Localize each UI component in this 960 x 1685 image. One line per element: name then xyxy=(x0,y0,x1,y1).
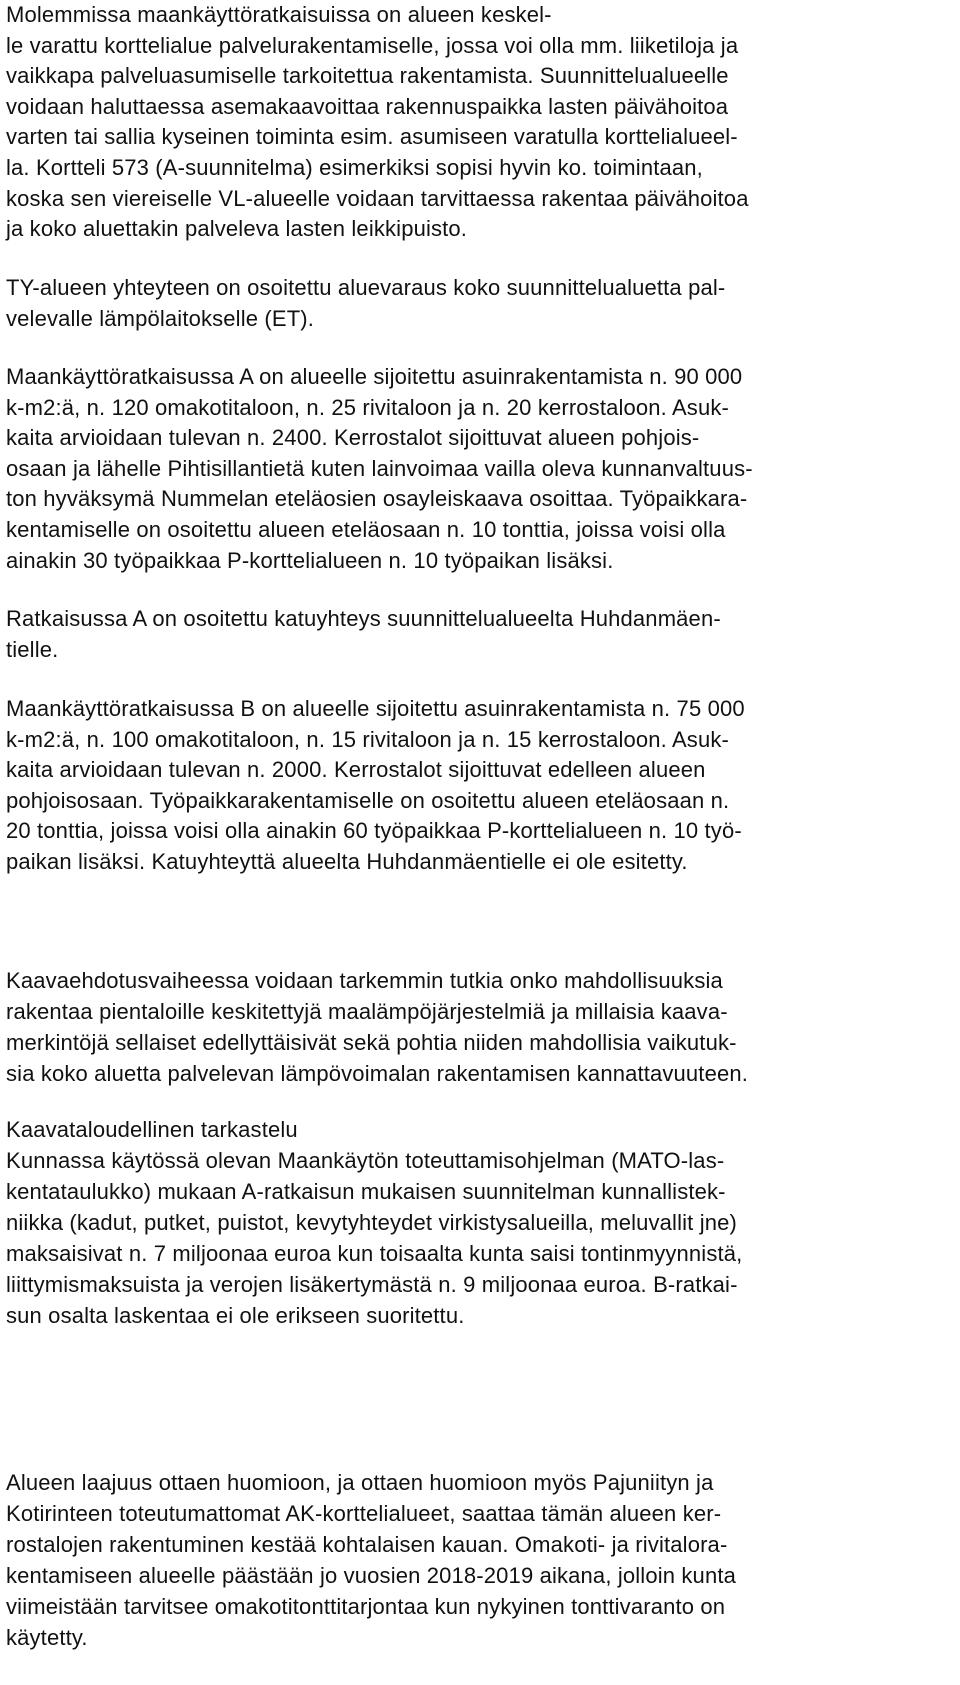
text-line: 20 tonttia, joissa voisi olla ainakin 60 työpaikkaa P-korttelialueen n. 10 työ- xyxy=(6,818,742,844)
text-line: kentamiseen alueelle päästään jo vuosien 2018-2019 aikana, jolloin kunta xyxy=(6,1563,736,1588)
paragraph-ratkaisu-a xyxy=(6,362,956,576)
text-line: osaan ja lähelle Pihtisillantietä kuten lainvoimaa vailla oleva kunnanvaltuus- xyxy=(6,455,753,481)
text-line: Alueen laajuus ottaen huomioon, ja ottaen huomioon myös Pajuniityn ja xyxy=(6,1470,714,1495)
text-line: rakentaa pientaloille keskitettyjä maalämpöjärjestelmiä ja millaisia kaava- xyxy=(6,999,728,1024)
text-line: TY-alueen yhteyteen on osoitettu aluevaraus koko suunnittelualuetta pal- xyxy=(6,275,726,300)
text-line: tielle. xyxy=(6,636,59,662)
text-line: liittymismaksuista ja verojen lisäkertymästä n. 9 miljoonaa euroa. B-ratkai- xyxy=(6,1272,738,1297)
paragraph-katuyhteys xyxy=(6,604,956,665)
text-line: sun osalta laskentaa ei ole erikseen suoritettu. xyxy=(6,1303,465,1328)
text-line: sia koko aluetta palvelevan lämpövoimalan rakentamisen kannattavuuteen. xyxy=(6,1061,748,1086)
text-line: viimeistään tarvitsee omakotitonttitarjontaa kun nykyinen tonttivaranto on xyxy=(6,1594,726,1619)
text-line: vaikkapa palveluasumiselle tarkoitettua rakentamista. Suunnittelualueelle xyxy=(6,63,729,89)
paragraph-alueen-laajuus xyxy=(6,1467,956,1653)
text-line: velevalle lämpölaitokselle (ET). xyxy=(6,305,315,331)
text-line: varten tai sallia kyseinen toiminta esim. asumiseen varatulla korttelialueel- xyxy=(6,124,738,150)
text-line: voidaan haluttaessa asemakaavoittaa rakennuspaikka lasten päivähoitoa xyxy=(6,93,729,119)
text-line: kentamiselle on osoitettu alueen eteläosaan n. 10 tonttia, joissa voisi olla xyxy=(6,516,726,542)
text-line: Molemmissa maankäyttöratkaisuissa on alueen keskel- xyxy=(6,2,552,27)
paragraph-ty-alue xyxy=(6,273,956,334)
text-line: rostalojen rakentuminen kestää kohtalaisen kauan. Omakoti- ja rivitalora- xyxy=(6,1532,728,1557)
text-line: kaita arvioidaan tulevan n. 2000. Kerrostalot sijoittuvat edelleen alueen xyxy=(6,757,706,783)
text-line: ton hyväksymä Nummelan eteläosien osayleiskaava osoittaa. Työpaikkara- xyxy=(6,486,748,512)
paragraph-maalampo xyxy=(6,965,956,1089)
paragraph-kaavataloudellinen-tarkastelu xyxy=(6,1114,956,1331)
text-line: Maankäyttöratkaisussa A on alueelle sijoitettu asuinrakentamista n. 90 000 xyxy=(6,364,743,389)
text-line: merkintöjä sellaiset edellyttäisivät sekä pohtia niiden mahdollisia vaikutuk- xyxy=(6,1030,737,1055)
text-line: Ratkaisussa A on osoitettu katuyhteys suunnittelualueelta Huhdanmäen- xyxy=(6,606,721,631)
paragraph-palvelurakentaminen xyxy=(6,0,956,245)
text-line: maksaisivat n. 7 miljoonaa euroa kun toisaalta kunta saisi tontinmyynnistä, xyxy=(6,1241,743,1266)
text-line: käytetty. xyxy=(6,1625,88,1650)
text-line: kaita arvioidaan tulevan n. 2400. Kerrostalot sijoittuvat alueen pohjois- xyxy=(6,425,700,451)
text-line: pohjoisosaan. Työpaikkarakentamiselle on osoitettu alueen eteläosaan n. xyxy=(6,787,730,813)
text-line: niikka (kadut, putket, puistot, kevytyhteydet virkistysalueilla, meluvallit jne) xyxy=(6,1210,737,1235)
text-line: kentataulukko) mukaan A-ratkaisun mukaisen suunnitelman kunnallistek- xyxy=(6,1179,726,1204)
text-line: k-m2:ä, n. 100 omakotitaloon, n. 15 rivitaloon ja n. 15 kerrostaloon. Asuk- xyxy=(6,726,729,752)
paragraph-ratkaisu-b xyxy=(6,694,956,878)
text-line: Maankäyttöratkaisussa B on alueelle sijoitettu asuinrakentamista n. 75 000 xyxy=(6,696,745,721)
text-line: le varattu korttelialue palvelurakentamiselle, jossa voi olla mm. liiketiloja ja xyxy=(6,32,739,58)
text-line: Kotirinteen toteutumattomat AK-korttelialueet, saattaa tämän alueen ker- xyxy=(6,1501,722,1526)
text-line: ja koko aluettakin palveleva lasten leikkipuisto. xyxy=(6,216,468,242)
text-line: koska sen viereiselle VL-alueelle voidaan tarvittaessa rakentaa päivähoitoa xyxy=(6,185,749,211)
section-heading: Kaavataloudellinen tarkastelu xyxy=(6,1117,298,1142)
text-line: k-m2:ä, n. 120 omakotitaloon, n. 25 rivitaloon ja n. 20 kerrostaloon. Asuk- xyxy=(6,394,729,420)
text-line: paikan lisäksi. Katuyhteyttä alueelta Huhdanmäentielle ei ole esitetty. xyxy=(6,848,688,874)
text-line: Kaavaehdotusvaiheessa voidaan tarkemmin tutkia onko mahdollisuuksia xyxy=(6,968,723,993)
text-line: la. Kortteli 573 (A-suunnitelma) esimerkiksi sopisi hyvin ko. toimintaan, xyxy=(6,154,703,180)
text-line: Kunnassa käytössä olevan Maankäytön toteuttamisohjelman (MATO-las- xyxy=(6,1148,725,1173)
text-line: ainakin 30 työpaikkaa P-korttelialueen n. 10 työpaikan lisäksi. xyxy=(6,547,614,573)
